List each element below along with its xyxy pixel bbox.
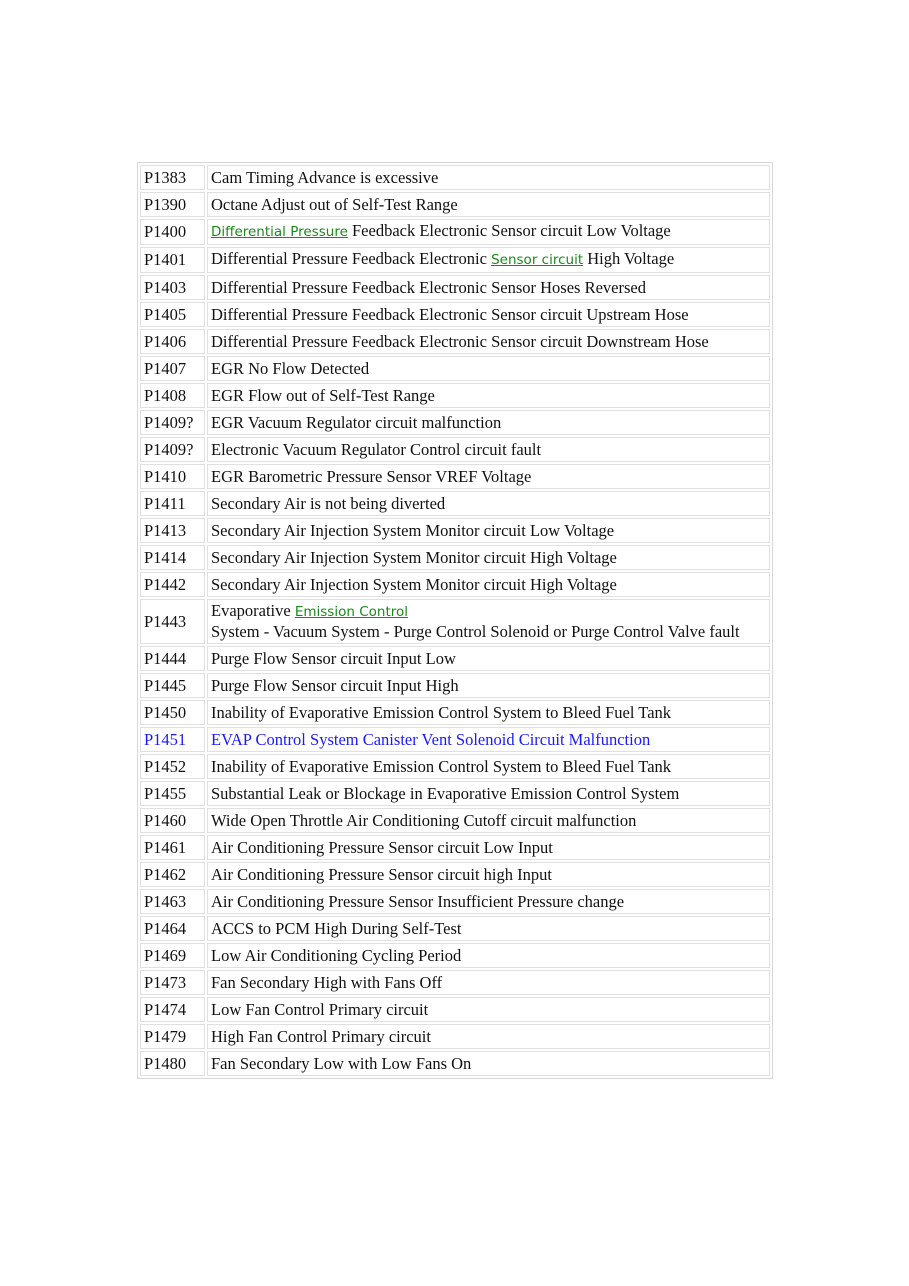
table-row bbox=[140, 464, 770, 489]
table-row bbox=[140, 1024, 770, 1049]
description-link[interactable]: Sensor circuit bbox=[491, 252, 584, 268]
dtc-code-cell: P1462 bbox=[140, 862, 205, 887]
description-text: Substantial Leak or Blockage in Evaporative Emission Control System bbox=[211, 783, 680, 803]
table-row bbox=[140, 247, 770, 273]
dtc-code-cell: P1469 bbox=[140, 943, 205, 968]
dtc-code-cell: P1383 bbox=[140, 165, 205, 190]
dtc-code-cell: P1390 bbox=[140, 192, 205, 217]
table-row bbox=[140, 997, 770, 1022]
description-text: Wide Open Throttle Air Conditioning Cutoff circuit malfunction bbox=[211, 810, 637, 830]
dtc-description-cell bbox=[207, 754, 770, 779]
dtc-description-cell bbox=[207, 545, 770, 570]
dtc-description-cell bbox=[207, 572, 770, 597]
dtc-code-cell: P1473 bbox=[140, 970, 205, 995]
dtc-code-cell: P1409? bbox=[140, 437, 205, 462]
code-table-body bbox=[140, 165, 770, 1076]
table-row bbox=[140, 491, 770, 516]
obd-code-table bbox=[137, 162, 773, 1079]
description-text: Purge Flow Sensor circuit Input High bbox=[211, 675, 459, 695]
description-text: EGR Vacuum Regulator circuit malfunction bbox=[211, 412, 502, 432]
description-link[interactable]: Differential Pressure bbox=[211, 224, 348, 240]
dtc-code-cell: P1443 bbox=[140, 599, 205, 644]
dtc-description-cell bbox=[207, 889, 770, 914]
description-text: Differential Pressure Feedback Electronic bbox=[211, 249, 492, 268]
description-text: EVAP Control System Canister Vent Solenoid Circuit Malfunction bbox=[211, 729, 651, 749]
table-row bbox=[140, 275, 770, 300]
dtc-description-cell bbox=[207, 275, 770, 300]
table-row bbox=[140, 889, 770, 914]
dtc-code-cell: P1414 bbox=[140, 545, 205, 570]
dtc-code-cell: P1442 bbox=[140, 572, 205, 597]
table-row bbox=[140, 572, 770, 597]
dtc-description-cell bbox=[207, 247, 770, 273]
dtc-code-cell: P1455 bbox=[140, 781, 205, 806]
description-text: Air Conditioning Pressure Sensor circuit Low Input bbox=[211, 837, 553, 857]
description-text: High Voltage bbox=[583, 249, 675, 268]
description-text: EGR Barometric Pressure Sensor VREF Voltage bbox=[211, 466, 532, 486]
dtc-description-cell bbox=[207, 464, 770, 489]
description-text: Fan Secondary Low with Low Fans On bbox=[211, 1053, 472, 1073]
table-row bbox=[140, 356, 770, 381]
table-row bbox=[140, 700, 770, 725]
table-row bbox=[140, 781, 770, 806]
dtc-description-cell bbox=[207, 970, 770, 995]
table-row bbox=[140, 302, 770, 327]
description-text: Differential Pressure Feedback Electronic Sensor circuit Downstream Hose bbox=[211, 331, 709, 351]
dtc-description-cell bbox=[207, 410, 770, 435]
dtc-description-cell bbox=[207, 781, 770, 806]
dtc-description-cell bbox=[207, 1051, 770, 1076]
dtc-description-cell bbox=[207, 997, 770, 1022]
dtc-code-cell: P1411 bbox=[140, 491, 205, 516]
table-row bbox=[140, 410, 770, 435]
description-text: High Fan Control Primary circuit bbox=[211, 1026, 431, 1046]
dtc-code-cell[interactable]: P1451 bbox=[140, 727, 205, 752]
description-text: Low Fan Control Primary circuit bbox=[211, 999, 429, 1019]
dtc-code-cell: P1408 bbox=[140, 383, 205, 408]
table-row bbox=[140, 165, 770, 190]
dtc-code-cell: P1403 bbox=[140, 275, 205, 300]
dtc-description-cell bbox=[207, 491, 770, 516]
description-text: Secondary Air is not being diverted bbox=[211, 493, 446, 513]
table-row bbox=[140, 1051, 770, 1076]
dtc-code-cell: P1479 bbox=[140, 1024, 205, 1049]
description-text: EGR No Flow Detected bbox=[211, 358, 370, 378]
dtc-code-cell: P1452 bbox=[140, 754, 205, 779]
description-text: EGR Flow out of Self-Test Range bbox=[211, 385, 435, 405]
description-text: Air Conditioning Pressure Sensor Insufficient Pressure change bbox=[211, 891, 625, 911]
table-row bbox=[140, 599, 770, 644]
table-row bbox=[140, 808, 770, 833]
dtc-description-cell bbox=[207, 192, 770, 217]
description-text: Air Conditioning Pressure Sensor circuit high Input bbox=[211, 864, 552, 884]
dtc-code-cell: P1480 bbox=[140, 1051, 205, 1076]
description-text: Cam Timing Advance is excessive bbox=[211, 167, 439, 187]
dtc-code-cell: P1461 bbox=[140, 835, 205, 860]
description-link[interactable]: Emission Control bbox=[294, 604, 408, 620]
description-text: Evaporative bbox=[211, 601, 295, 620]
table-row[interactable] bbox=[140, 727, 770, 752]
table-row bbox=[140, 943, 770, 968]
dtc-description-cell bbox=[207, 165, 770, 190]
table-row bbox=[140, 646, 770, 671]
description-text: Low Air Conditioning Cycling Period bbox=[211, 945, 462, 965]
dtc-description-cell bbox=[207, 916, 770, 941]
dtc-code-cell: P1400 bbox=[140, 219, 205, 245]
dtc-description-cell bbox=[207, 356, 770, 381]
table-row bbox=[140, 192, 770, 217]
dtc-description-cell bbox=[207, 1024, 770, 1049]
dtc-code-cell: P1413 bbox=[140, 518, 205, 543]
dtc-description-cell bbox=[207, 599, 770, 644]
dtc-code-cell: P1410 bbox=[140, 464, 205, 489]
dtc-code-cell: P1406 bbox=[140, 329, 205, 354]
dtc-description-cell bbox=[207, 700, 770, 725]
dtc-description-cell bbox=[207, 835, 770, 860]
dtc-code-cell: P1409? bbox=[140, 410, 205, 435]
dtc-description-cell bbox=[207, 518, 770, 543]
description-text: Inability of Evaporative Emission Control System to Bleed Fuel Tank bbox=[211, 756, 672, 776]
description-text: Secondary Air Injection System Monitor circuit Low Voltage bbox=[211, 520, 615, 540]
description-text: Electronic Vacuum Regulator Control circuit fault bbox=[211, 439, 542, 459]
description-text: Octane Adjust out of Self-Test Range bbox=[211, 194, 458, 214]
dtc-code-cell: P1444 bbox=[140, 646, 205, 671]
dtc-code-cell: P1445 bbox=[140, 673, 205, 698]
table-row bbox=[140, 862, 770, 887]
dtc-description-cell bbox=[207, 673, 770, 698]
dtc-description-cell bbox=[207, 437, 770, 462]
description-text: Inability of Evaporative Emission Control System to Bleed Fuel Tank bbox=[211, 702, 672, 722]
table-row bbox=[140, 437, 770, 462]
table-row bbox=[140, 754, 770, 779]
description-text: Feedback Electronic Sensor circuit Low Voltage bbox=[347, 221, 671, 240]
dtc-code-cell: P1474 bbox=[140, 997, 205, 1022]
table-row bbox=[140, 835, 770, 860]
table-row bbox=[140, 673, 770, 698]
dtc-description-cell bbox=[207, 646, 770, 671]
table-row bbox=[140, 545, 770, 570]
dtc-code-cell: P1405 bbox=[140, 302, 205, 327]
table-row bbox=[140, 916, 770, 941]
dtc-description-cell bbox=[207, 329, 770, 354]
dtc-code-cell: P1450 bbox=[140, 700, 205, 725]
description-text: ACCS to PCM High During Self-Test bbox=[211, 918, 462, 938]
dtc-code-cell: P1464 bbox=[140, 916, 205, 941]
dtc-code-cell: P1463 bbox=[140, 889, 205, 914]
description-text: Differential Pressure Feedback Electronic Sensor Hoses Reversed bbox=[211, 277, 646, 297]
dtc-description-cell bbox=[207, 302, 770, 327]
dtc-code-cell: P1401 bbox=[140, 247, 205, 273]
dtc-description-cell[interactable] bbox=[207, 727, 770, 752]
table-row bbox=[140, 970, 770, 995]
dtc-description-cell bbox=[207, 808, 770, 833]
description-text: Differential Pressure Feedback Electronic Sensor circuit Upstream Hose bbox=[211, 304, 689, 324]
table-row bbox=[140, 383, 770, 408]
dtc-description-cell bbox=[207, 383, 770, 408]
table-row bbox=[140, 518, 770, 543]
dtc-code-cell: P1407 bbox=[140, 356, 205, 381]
dtc-description-cell bbox=[207, 862, 770, 887]
description-text: Secondary Air Injection System Monitor circuit High Voltage bbox=[211, 547, 617, 567]
table-row bbox=[140, 219, 770, 245]
dtc-description-cell bbox=[207, 219, 770, 245]
description-text: Secondary Air Injection System Monitor circuit High Voltage bbox=[211, 574, 617, 594]
table-row bbox=[140, 329, 770, 354]
description-text: System - Vacuum System - Purge Control Solenoid or Purge Control Valve fault bbox=[211, 622, 740, 641]
dtc-description-cell bbox=[207, 943, 770, 968]
description-text: Fan Secondary High with Fans Off bbox=[211, 972, 443, 992]
dtc-code-cell: P1460 bbox=[140, 808, 205, 833]
description-text: Purge Flow Sensor circuit Input Low bbox=[211, 648, 456, 668]
